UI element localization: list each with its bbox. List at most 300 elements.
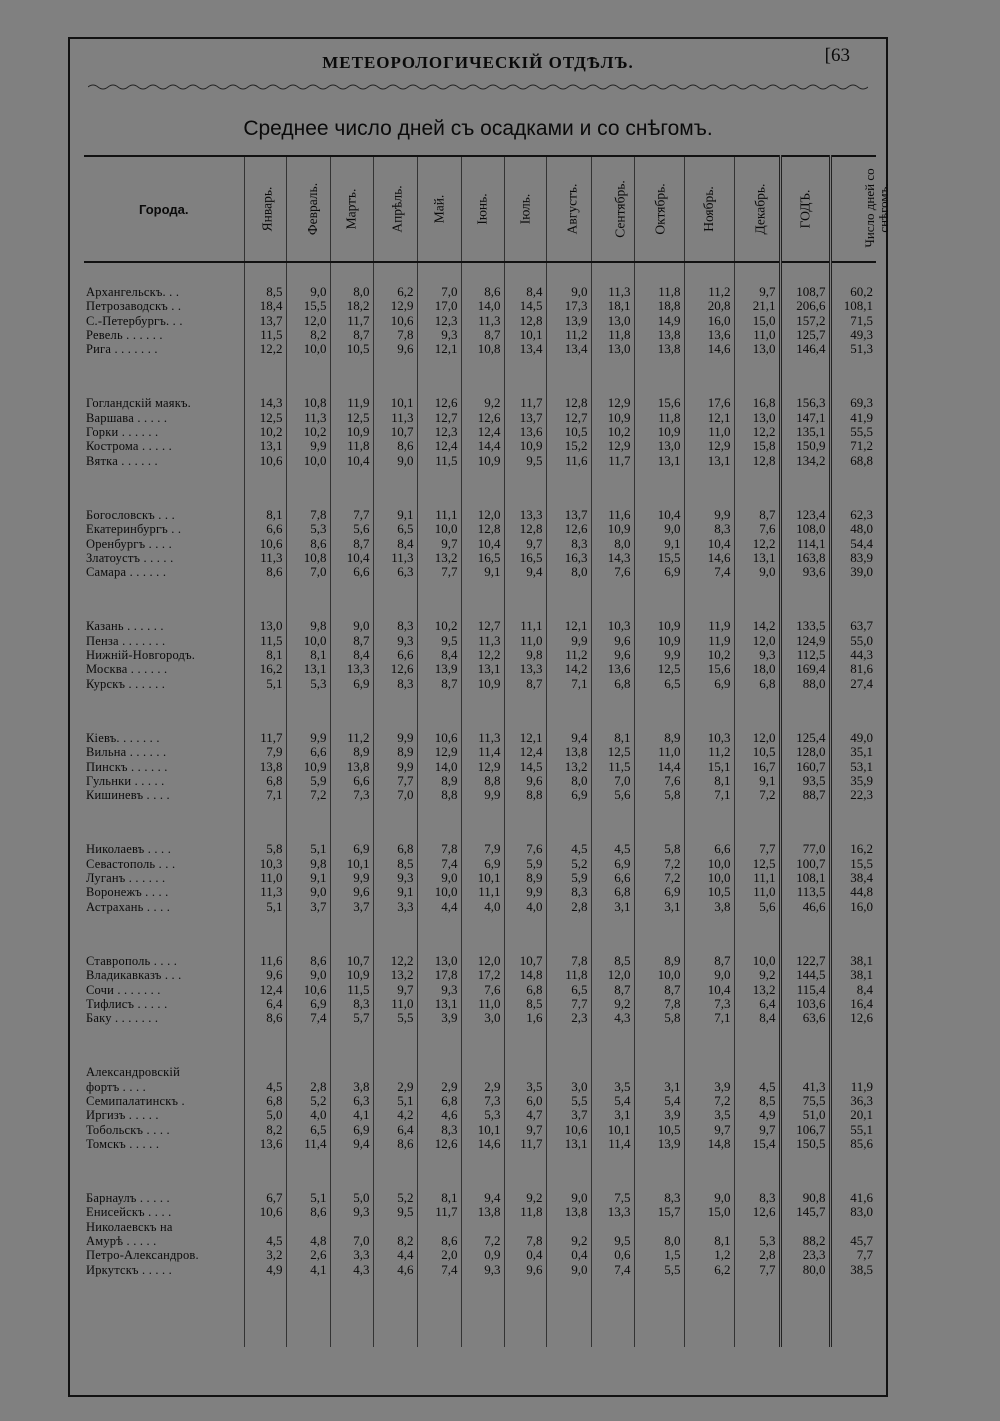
month-value: 9,3	[373, 634, 417, 648]
month-value: 9,9	[684, 508, 734, 522]
month-value: 9,0	[546, 285, 591, 299]
year-total: 90,8	[780, 1191, 830, 1205]
group-spacer	[84, 262, 876, 285]
year-total: 93,6	[780, 565, 830, 579]
month-value: 10,0	[684, 871, 734, 885]
month-value: 9,1	[734, 774, 780, 788]
year-total: 41,3	[780, 1080, 830, 1094]
month-value: 12,2	[461, 648, 504, 662]
column-header-june: Іюнь.	[461, 156, 504, 262]
month-value: 9,2	[504, 1191, 546, 1205]
month-value: 9,1	[634, 537, 684, 551]
month-value: 7,8	[373, 328, 417, 342]
month-value: 11,9	[684, 619, 734, 633]
month-value	[330, 1220, 373, 1234]
snow-days: 11,9	[830, 1080, 876, 1094]
month-value: 8,7	[461, 328, 504, 342]
table-row	[84, 954, 876, 968]
month-value: 6,8	[373, 842, 417, 856]
month-value: 7,4	[684, 565, 734, 579]
table-row	[84, 857, 876, 871]
snow-days: 22,3	[830, 788, 876, 802]
month-value: 10,0	[286, 634, 330, 648]
city-name: Ревель . . . . . .	[86, 327, 163, 342]
month-value: 6,6	[373, 648, 417, 662]
month-value: 3,7	[546, 1108, 591, 1122]
month-value: 6,8	[591, 677, 634, 691]
month-value: 5,8	[244, 842, 286, 856]
month-value: 13,0	[591, 314, 634, 328]
snow-days: 63,7	[830, 619, 876, 633]
month-value: 7,4	[417, 857, 461, 871]
month-value: 9,5	[417, 634, 461, 648]
month-value: 10,7	[373, 425, 417, 439]
month-value: 13,4	[504, 342, 546, 356]
month-value: 10,9	[591, 411, 634, 425]
month-value: 14,6	[461, 1137, 504, 1151]
year-total: 100,7	[780, 857, 830, 871]
month-value: 11,4	[461, 745, 504, 759]
month-value: 8,7	[684, 954, 734, 968]
month-value: 9,1	[373, 508, 417, 522]
snow-days: 71,2	[830, 439, 876, 453]
snow-days: 85,6	[830, 1137, 876, 1151]
month-value: 18,8	[634, 299, 684, 313]
month-value: 7,8	[634, 997, 684, 1011]
month-value: 7,0	[286, 565, 330, 579]
month-value: 10,0	[286, 342, 330, 356]
month-value: 6,4	[373, 1123, 417, 1137]
month-value: 12,5	[734, 857, 780, 871]
snow-days: 38,1	[830, 954, 876, 968]
snow-days: 69,3	[830, 396, 876, 410]
month-value: 11,3	[461, 731, 504, 745]
snow-days: 39,0	[830, 565, 876, 579]
month-value: 7,8	[417, 842, 461, 856]
snow-days: 41,6	[830, 1191, 876, 1205]
city-name: Тифлисъ . . . . .	[86, 996, 168, 1011]
month-value: 16,7	[734, 760, 780, 774]
month-value: 11,5	[591, 760, 634, 774]
month-value: 12,4	[244, 983, 286, 997]
month-value	[504, 1220, 546, 1234]
month-value: 7,9	[244, 745, 286, 759]
year-total: 46,6	[780, 900, 830, 914]
month-value: 8,7	[330, 634, 373, 648]
table-row	[84, 677, 876, 691]
city-name: Петро-Александров.	[86, 1248, 199, 1263]
month-value: 7,9	[461, 842, 504, 856]
year-total: 88,7	[780, 788, 830, 802]
month-value: 5,5	[373, 1011, 417, 1025]
month-value: 16,5	[504, 551, 546, 565]
month-value: 9,3	[417, 983, 461, 997]
month-value: 13,1	[734, 551, 780, 565]
month-value: 11,0	[504, 634, 546, 648]
month-value: 10,2	[591, 425, 634, 439]
month-value: 10,5	[634, 1123, 684, 1137]
month-value	[591, 1065, 634, 1079]
month-value: 6,6	[244, 522, 286, 536]
month-value: 6,8	[244, 1094, 286, 1108]
month-value: 8,6	[461, 285, 504, 299]
month-value: 12,9	[684, 439, 734, 453]
month-value: 0,4	[504, 1248, 546, 1262]
month-value: 3,8	[330, 1080, 373, 1094]
month-value: 9,2	[591, 997, 634, 1011]
year-total: 133,5	[780, 619, 830, 633]
month-value: 12,8	[504, 314, 546, 328]
month-value: 10,4	[461, 537, 504, 551]
year-total: 144,5	[780, 968, 830, 982]
city-name: Астрахань . . . .	[86, 899, 171, 914]
year-total: 75,5	[780, 1094, 830, 1108]
month-value: 8,4	[734, 1011, 780, 1025]
month-value: 9,4	[504, 565, 546, 579]
month-value: 10,5	[684, 885, 734, 899]
month-value: 10,9	[634, 619, 684, 633]
city-name: Николаевъ . . . .	[86, 842, 172, 857]
month-value: 10,4	[684, 537, 734, 551]
month-value: 13,9	[546, 314, 591, 328]
table-row	[84, 1220, 876, 1234]
month-value: 9,0	[546, 1263, 591, 1277]
month-value: 9,1	[373, 885, 417, 899]
month-value: 13,6	[244, 1137, 286, 1151]
month-value: 13,1	[684, 454, 734, 468]
month-value: 5,1	[244, 900, 286, 914]
month-value: 1,2	[684, 1248, 734, 1262]
month-value: 11,2	[684, 745, 734, 759]
month-value: 4,4	[417, 900, 461, 914]
column-header-city: Города.	[84, 156, 244, 262]
month-value: 11,1	[417, 508, 461, 522]
table-row	[84, 299, 876, 313]
month-value: 13,0	[734, 342, 780, 356]
month-value: 18,1	[591, 299, 634, 313]
month-value: 11,3	[286, 411, 330, 425]
month-value: 12,1	[684, 411, 734, 425]
year-total: 146,4	[780, 342, 830, 356]
precipitation-table	[84, 155, 891, 1347]
month-value: 8,3	[546, 885, 591, 899]
snow-days: 108,1	[830, 299, 876, 313]
month-value: 8,8	[504, 788, 546, 802]
snow-days: 55,5	[830, 425, 876, 439]
month-value: 6,5	[286, 1123, 330, 1137]
month-value: 6,6	[684, 842, 734, 856]
year-total: 106,7	[780, 1123, 830, 1137]
city-name: Кишиневъ . . . .	[86, 788, 170, 803]
month-value: 11,4	[286, 1137, 330, 1151]
month-value: 4,6	[417, 1108, 461, 1122]
month-value: 6,4	[244, 997, 286, 1011]
month-value: 17,8	[417, 968, 461, 982]
year-total: 80,0	[780, 1263, 830, 1277]
city-name: Москва . . . . . .	[86, 662, 168, 677]
year-total: 150,9	[780, 439, 830, 453]
month-value: 7,7	[373, 774, 417, 788]
month-value: 13,8	[634, 342, 684, 356]
month-value: 6,8	[417, 1094, 461, 1108]
month-value: 11,9	[330, 396, 373, 410]
month-value: 8,7	[330, 537, 373, 551]
month-value: 10,6	[244, 1205, 286, 1219]
month-value: 3,3	[373, 900, 417, 914]
month-value: 11,1	[504, 619, 546, 633]
month-value: 15,6	[634, 396, 684, 410]
month-value: 6,9	[330, 677, 373, 691]
snow-days: 38,1	[830, 968, 876, 982]
city-name: Баку . . . . . . .	[86, 1011, 159, 1026]
table-row	[84, 439, 876, 453]
month-value: 11,2	[684, 285, 734, 299]
table-row	[84, 619, 876, 633]
month-value: 6,5	[546, 983, 591, 997]
month-value: 13,1	[546, 1137, 591, 1151]
month-value: 5,2	[546, 857, 591, 871]
month-value: 14,3	[591, 551, 634, 565]
city-name: Рига . . . . . . .	[86, 342, 158, 357]
city-name: Иргизъ . . . . .	[86, 1108, 159, 1123]
month-value: 8,4	[417, 648, 461, 662]
month-value: 10,6	[373, 314, 417, 328]
month-value: 6,9	[461, 857, 504, 871]
month-value	[244, 1220, 286, 1234]
month-value: 9,6	[373, 342, 417, 356]
month-value: 12,7	[417, 411, 461, 425]
month-value: 6,2	[684, 1263, 734, 1277]
month-value: 11,8	[330, 439, 373, 453]
year-total: 108,1	[780, 871, 830, 885]
month-value: 12,6	[546, 522, 591, 536]
month-value: 4,2	[373, 1108, 417, 1122]
month-value: 9,9	[330, 871, 373, 885]
snow-days: 8,4	[830, 983, 876, 997]
city-name: Нижній-Новгородъ.	[86, 648, 196, 663]
month-value: 10,2	[417, 619, 461, 633]
month-value: 8,0	[546, 774, 591, 788]
month-value: 12,5	[244, 411, 286, 425]
month-value: 5,3	[461, 1108, 504, 1122]
city-name: Екатеринбургъ . .	[86, 522, 182, 537]
table-row	[84, 454, 876, 468]
month-value: 7,6	[634, 774, 684, 788]
month-value: 13,8	[461, 1205, 504, 1219]
month-value: 8,3	[734, 1191, 780, 1205]
month-value: 5,5	[634, 1263, 684, 1277]
city-name: Вильна . . . . . .	[86, 745, 167, 760]
month-value: 3,9	[417, 1011, 461, 1025]
month-value	[684, 1065, 734, 1079]
month-value: 11,3	[591, 285, 634, 299]
year-total: 108,0	[780, 522, 830, 536]
snow-days: 62,3	[830, 508, 876, 522]
month-value	[244, 1065, 286, 1079]
month-value: 5,3	[286, 522, 330, 536]
month-value: 10,9	[330, 968, 373, 982]
month-value: 6,5	[373, 522, 417, 536]
month-value: 9,6	[244, 968, 286, 982]
month-value: 3,9	[634, 1108, 684, 1122]
table-row	[84, 731, 876, 745]
month-value: 14,9	[634, 314, 684, 328]
month-value: 11,1	[461, 885, 504, 899]
city-name: Горки . . . . . .	[86, 425, 159, 440]
city-name: Пенза . . . . . . .	[86, 633, 166, 648]
month-value: 8,6	[373, 439, 417, 453]
month-value: 9,0	[373, 454, 417, 468]
year-total: 160,7	[780, 760, 830, 774]
snow-days: 35,1	[830, 745, 876, 759]
month-value: 9,4	[546, 731, 591, 745]
month-value: 14,4	[634, 760, 684, 774]
city-name: Златоустъ . . . . .	[86, 550, 174, 565]
month-value: 8,3	[330, 997, 373, 1011]
month-value: 11,0	[373, 997, 417, 1011]
month-value: 12,1	[546, 619, 591, 633]
month-value: 6,9	[591, 857, 634, 871]
month-value: 6,8	[504, 983, 546, 997]
column-header-february: Февраль.	[286, 156, 330, 262]
month-value	[461, 1065, 504, 1079]
month-value: 3,7	[286, 900, 330, 914]
month-value: 4,0	[286, 1108, 330, 1122]
month-value: 10,4	[634, 508, 684, 522]
month-value: 15,7	[634, 1205, 684, 1219]
month-value: 13,2	[417, 551, 461, 565]
month-value: 9,0	[684, 968, 734, 982]
month-value: 9,7	[504, 1123, 546, 1137]
month-value: 8,3	[546, 537, 591, 551]
month-value: 8,3	[634, 1191, 684, 1205]
month-value: 9,3	[330, 1205, 373, 1219]
month-value: 7,8	[546, 954, 591, 968]
month-value: 13,6	[684, 328, 734, 342]
month-value: 12,0	[461, 508, 504, 522]
column-header-october: Октябрь.	[634, 156, 684, 262]
month-value: 9,9	[546, 634, 591, 648]
month-value: 9,9	[286, 731, 330, 745]
snow-days: 12,6	[830, 1011, 876, 1025]
city-name: Самара . . . . . .	[86, 565, 167, 580]
city-name: Гульнки . . . . .	[86, 773, 165, 788]
month-value: 10,9	[286, 760, 330, 774]
month-value: 11,3	[373, 551, 417, 565]
column-header-year: ГОДЪ.	[780, 156, 830, 262]
month-value: 7,0	[417, 285, 461, 299]
month-value: 4,0	[504, 900, 546, 914]
city-name: Ставрополь . . . .	[86, 953, 178, 968]
month-value: 15,4	[734, 1137, 780, 1151]
month-value: 10,3	[684, 731, 734, 745]
city-name: Иркутскъ . . . . .	[86, 1262, 172, 1277]
column-header-august: Августъ.	[546, 156, 591, 262]
snow-days: 53,1	[830, 760, 876, 774]
month-value: 11,6	[244, 954, 286, 968]
month-value: 8,6	[286, 954, 330, 968]
month-value: 12,0	[591, 968, 634, 982]
month-value: 7,4	[591, 1263, 634, 1277]
city-name: Енисейскъ . . . .	[86, 1205, 172, 1220]
month-value: 9,8	[286, 619, 330, 633]
month-value: 10,4	[330, 454, 373, 468]
month-value: 5,3	[734, 1234, 780, 1248]
month-value: 13,8	[330, 760, 373, 774]
month-value: 14,6	[684, 342, 734, 356]
month-value: 11,0	[734, 328, 780, 342]
month-value: 5,6	[330, 522, 373, 536]
month-value: 13,3	[504, 662, 546, 676]
month-value: 7,0	[373, 788, 417, 802]
month-value: 8,5	[373, 857, 417, 871]
month-value: 11,7	[330, 314, 373, 328]
table-row	[84, 425, 876, 439]
month-value: 10,1	[591, 1123, 634, 1137]
month-value: 10,9	[591, 522, 634, 536]
snow-days: 38,4	[830, 871, 876, 885]
table-row	[84, 842, 876, 856]
month-value: 9,6	[330, 885, 373, 899]
month-value: 13,8	[634, 328, 684, 342]
city-name: Архангельскъ. . .	[86, 285, 180, 299]
month-value: 9,7	[734, 1123, 780, 1137]
month-value: 7,3	[330, 788, 373, 802]
year-total: 88,2	[780, 1234, 830, 1248]
month-value: 13,3	[591, 1205, 634, 1219]
month-value: 8,7	[634, 983, 684, 997]
month-value: 5,0	[330, 1191, 373, 1205]
month-value: 21,1	[734, 299, 780, 313]
month-value: 9,6	[504, 1263, 546, 1277]
month-value: 11,3	[461, 634, 504, 648]
month-value: 13,6	[504, 425, 546, 439]
month-value: 16,2	[244, 662, 286, 676]
month-value: 13,8	[546, 745, 591, 759]
month-value: 3,1	[591, 1108, 634, 1122]
month-value: 4,5	[244, 1080, 286, 1094]
city-name: Томскъ . . . . .	[86, 1136, 160, 1151]
month-value: 7,3	[684, 997, 734, 1011]
snow-days: 44,3	[830, 648, 876, 662]
year-total: 169,4	[780, 662, 830, 676]
month-value: 17,6	[684, 396, 734, 410]
month-value: 8,1	[244, 508, 286, 522]
year-total: 157,2	[780, 314, 830, 328]
month-value: 5,8	[634, 1011, 684, 1025]
month-value	[634, 1220, 684, 1234]
year-total: 103,6	[780, 997, 830, 1011]
month-value: 11,3	[244, 551, 286, 565]
month-value: 2,9	[373, 1080, 417, 1094]
month-value: 4,9	[244, 1263, 286, 1277]
month-value: 13,9	[634, 1137, 684, 1151]
group-spacer	[84, 802, 876, 842]
month-value: 14,2	[546, 662, 591, 676]
month-value: 10,7	[504, 954, 546, 968]
month-value: 7,1	[546, 677, 591, 691]
city-name: Барнаулъ . . . . .	[86, 1191, 170, 1206]
year-total: 108,7	[780, 285, 830, 299]
month-value: 15,1	[684, 760, 734, 774]
month-value: 5,8	[634, 842, 684, 856]
month-value: 13,8	[244, 760, 286, 774]
year-total: 156,3	[780, 396, 830, 410]
month-value: 7,4	[417, 1263, 461, 1277]
month-value: 7,8	[504, 1234, 546, 1248]
column-header-november: Ноябрь.	[684, 156, 734, 262]
month-value: 9,7	[373, 983, 417, 997]
